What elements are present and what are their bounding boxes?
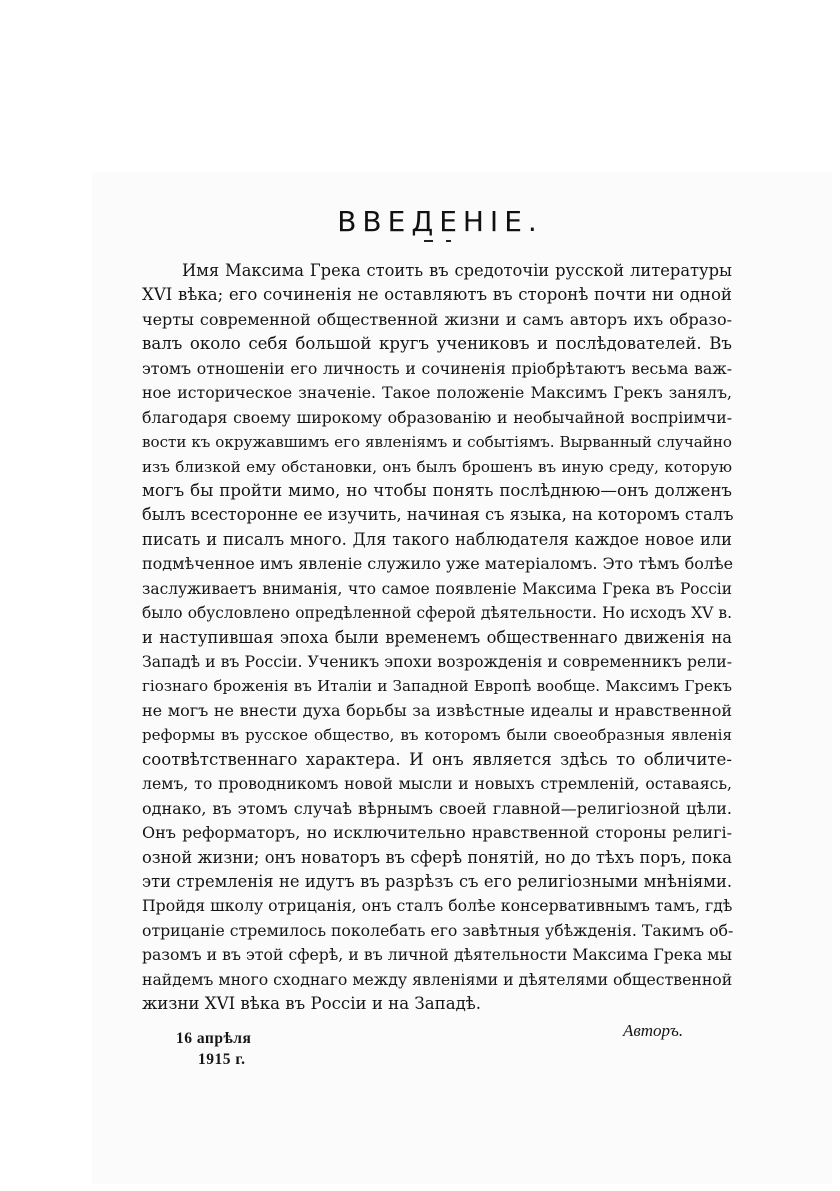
text-line: реформы въ русское общество, въ которомъ были своеобразныя явленія bbox=[142, 726, 732, 745]
text-line: изъ близкой ему обстановки, онъ былъ брошенъ въ иную среду, которую bbox=[142, 457, 732, 476]
date-day: 16 апрѣля bbox=[176, 1030, 252, 1047]
text-line: Имя Максима Грека стоить въ средоточіи русской литературы bbox=[182, 261, 732, 280]
text-line: лемъ, то проводникомъ новой мысли и новыхъ стремленій, оставаясь, bbox=[142, 774, 732, 794]
text-line: эти стремленія не идутъ въ разрѣзъ съ его религіозными мнѣніями. bbox=[142, 871, 732, 891]
text-line: Западѣ и въ Россіи. Ученикъ эпохи возрожденія и современникъ рели- bbox=[142, 652, 732, 671]
title-rule bbox=[446, 240, 451, 242]
date-block bbox=[176, 1028, 251, 1070]
text-line: ное историческое значеніе. Такое положеніе Максимъ Грекъ занялъ, bbox=[142, 383, 732, 403]
text-line: валъ около себя большой кругъ учениковъ и послѣдователей. Въ bbox=[142, 334, 732, 354]
text-line: писать и писалъ много. Для такого наблюдателя каждое новое или bbox=[142, 529, 732, 549]
text-line: заслуживаетъ вниманія, что самое появленіе Максима Грека въ Россіи bbox=[142, 579, 732, 598]
text-line: жизни XVI вѣка въ Россіи и на Западѣ. bbox=[142, 994, 482, 1014]
text-line: XVI вѣка; его сочиненія не оставляютъ въ сторонѣ почти ни одной bbox=[142, 285, 732, 305]
text-line: Онъ реформаторъ, но исключительно нравственной стороны религі- bbox=[142, 823, 732, 843]
text-line: Пройдя школу отрицанія, онъ сталъ болѣе консервативнымъ тамъ, гдѣ bbox=[142, 896, 733, 916]
text-line: гіознаго броженія въ Италіи и Западной Европѣ вообще. Максимъ Грекъ bbox=[142, 677, 732, 696]
text-line: вости къ окружавшимъ его явленіямъ и событіямъ. Вырванный случайно bbox=[142, 433, 732, 452]
text-line: и наступившая эпоха были временемъ общественнаго движенія на bbox=[142, 627, 732, 647]
text-line: соотвѣтственнаго характера. И онъ является здѣсь то обличите- bbox=[142, 749, 732, 769]
date-year: 1915 г. bbox=[198, 1051, 246, 1068]
text-line: не могъ не внести духа борьбы за извѣстные идеалы и нравственной bbox=[142, 700, 732, 720]
text-line: разомъ и въ этой сферѣ, и въ личной дѣятельности Максима Грека мы bbox=[142, 945, 732, 965]
title-rule bbox=[424, 240, 433, 242]
text-line: благодаря своему широкому образованію и необычайной воспріимчи- bbox=[142, 407, 732, 427]
text-line: былъ всесторонне ее изучить, начиная съ языка, на которомъ сталъ bbox=[142, 505, 734, 525]
text-line: могъ бы пройти мимо, но чтобы понять послѣднюю—онъ долженъ bbox=[142, 480, 732, 500]
text-line: этомъ отношеніи его личность и сочиненія пріобрѣтаютъ весьма важ- bbox=[142, 358, 732, 378]
text-line: найдемъ много сходнаго между явленіями и дѣятелями общественной bbox=[142, 969, 733, 989]
text-line: отрицаніе стремилось поколебать его завѣтныя убѣжденія. Такимъ об- bbox=[142, 920, 734, 940]
introduction-paragraph bbox=[142, 259, 732, 1017]
author-signature: Авторъ. bbox=[623, 1021, 684, 1040]
text-line: однако, въ этомъ случаѣ вѣрнымъ своей главной—религіозной цѣли. bbox=[142, 798, 732, 818]
text-line: подмѣченное имъ явленіе служило уже матеріаломъ. Это тѣмъ болѣе bbox=[142, 554, 734, 574]
page-title: ВВЕДЕНІЕ. bbox=[337, 204, 543, 238]
text-line: озной жизни; онъ новаторъ въ сферѣ понятій, но до тѣхъ поръ, пока bbox=[142, 847, 732, 867]
text-line: было обусловлено опредѣленной сферой дѣятельности. Но исходъ XV в. bbox=[142, 604, 732, 623]
text-line: черты современной общественной жизни и самъ авторъ ихъ образо- bbox=[142, 309, 732, 329]
